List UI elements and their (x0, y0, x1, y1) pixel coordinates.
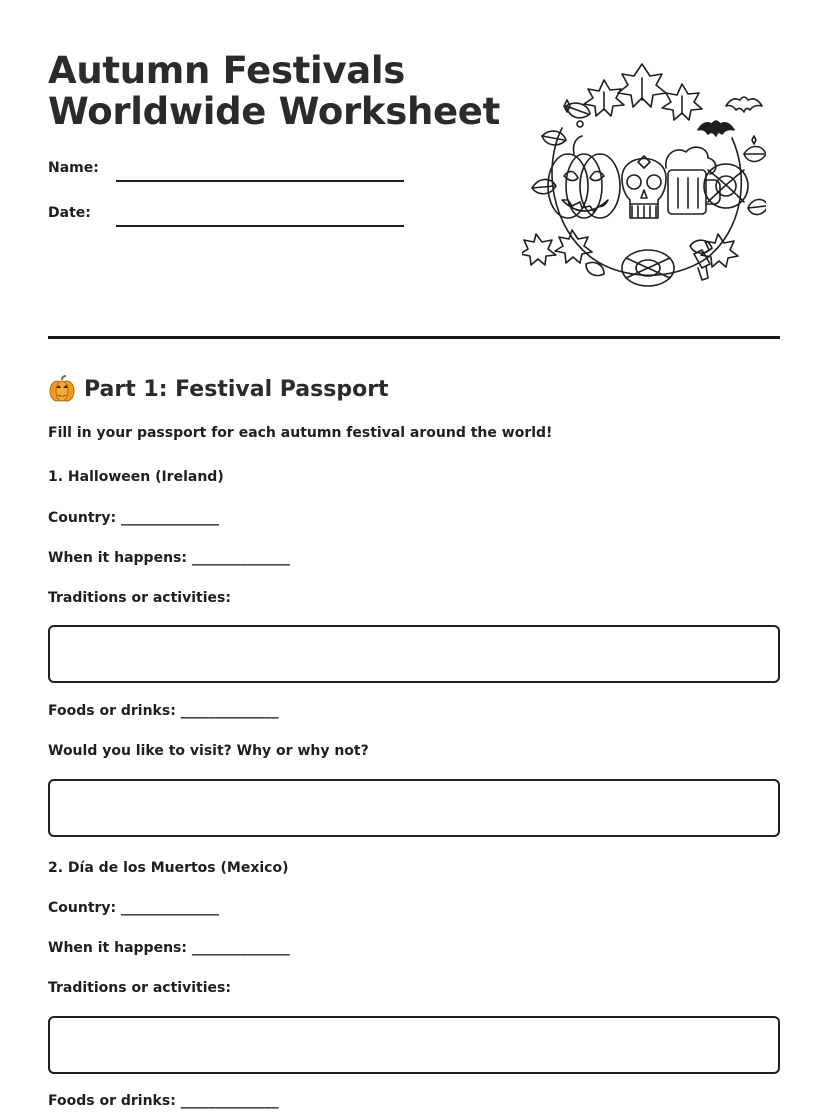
autumn-wreath-illustration (522, 58, 766, 298)
part1-instructions: Fill in your passport for each autumn festival around the world! (48, 425, 553, 441)
leaf-icon (584, 80, 624, 116)
leaf-icon (522, 234, 556, 265)
country-prompt[interactable]: Country: ______________ (48, 900, 220, 916)
leaf-icon (662, 84, 702, 120)
name-label: Name: (48, 160, 99, 176)
sugar-skull-icon (622, 156, 666, 218)
when-prompt[interactable]: When it happens: ______________ (48, 550, 290, 566)
leaf-icon (542, 131, 566, 145)
foods-prompt[interactable]: Foods or drinks: ______________ (48, 703, 279, 719)
leaf-icon (555, 230, 592, 263)
dot-decoration (577, 121, 583, 127)
pumpkin-icon (48, 375, 76, 403)
bat-icon (726, 97, 762, 112)
leaf-icon (701, 234, 738, 267)
worksheet-title (48, 50, 508, 132)
visit-answer-box[interactable] (48, 779, 780, 837)
beer-stein-icon (666, 147, 720, 214)
bat-icon (698, 121, 734, 136)
leaf-icon (618, 64, 666, 107)
title-line-1: Autumn Festivals (48, 49, 406, 92)
visit-prompt: Would you like to visit? Why or why not? (48, 743, 369, 759)
festival-heading: 1. Halloween (Ireland) (48, 469, 224, 485)
part1-title (48, 373, 389, 405)
festival-heading: 2. Día de los Muertos (Mexico) (48, 860, 289, 876)
part1-title-text: Part 1: Festival Passport (84, 376, 389, 402)
name-field[interactable] (48, 160, 408, 184)
title-line-2: Worldwide Worksheet (48, 90, 500, 133)
header-divider (48, 336, 780, 339)
jack-o-lantern-icon (548, 136, 620, 218)
leaf-icon (744, 147, 766, 162)
date-field[interactable] (48, 205, 408, 229)
traditions-answer-box[interactable] (48, 1016, 780, 1074)
leaf-icon (532, 179, 556, 193)
country-prompt[interactable]: Country: ______________ (48, 510, 220, 526)
traditions-answer-box[interactable] (48, 625, 780, 683)
pretzel-icon (622, 250, 674, 286)
date-line[interactable] (116, 225, 404, 227)
name-line[interactable] (116, 180, 404, 182)
leaf-icon (748, 199, 766, 214)
traditions-prompt: Traditions or activities: (48, 980, 231, 996)
traditions-prompt: Traditions or activities: (48, 590, 231, 606)
date-label: Date: (48, 205, 91, 221)
worksheet-page (48, 0, 780, 1118)
when-prompt[interactable]: When it happens: ______________ (48, 940, 290, 956)
star-icon (752, 136, 756, 144)
foods-prompt[interactable]: Foods or drinks: ______________ (48, 1093, 279, 1109)
